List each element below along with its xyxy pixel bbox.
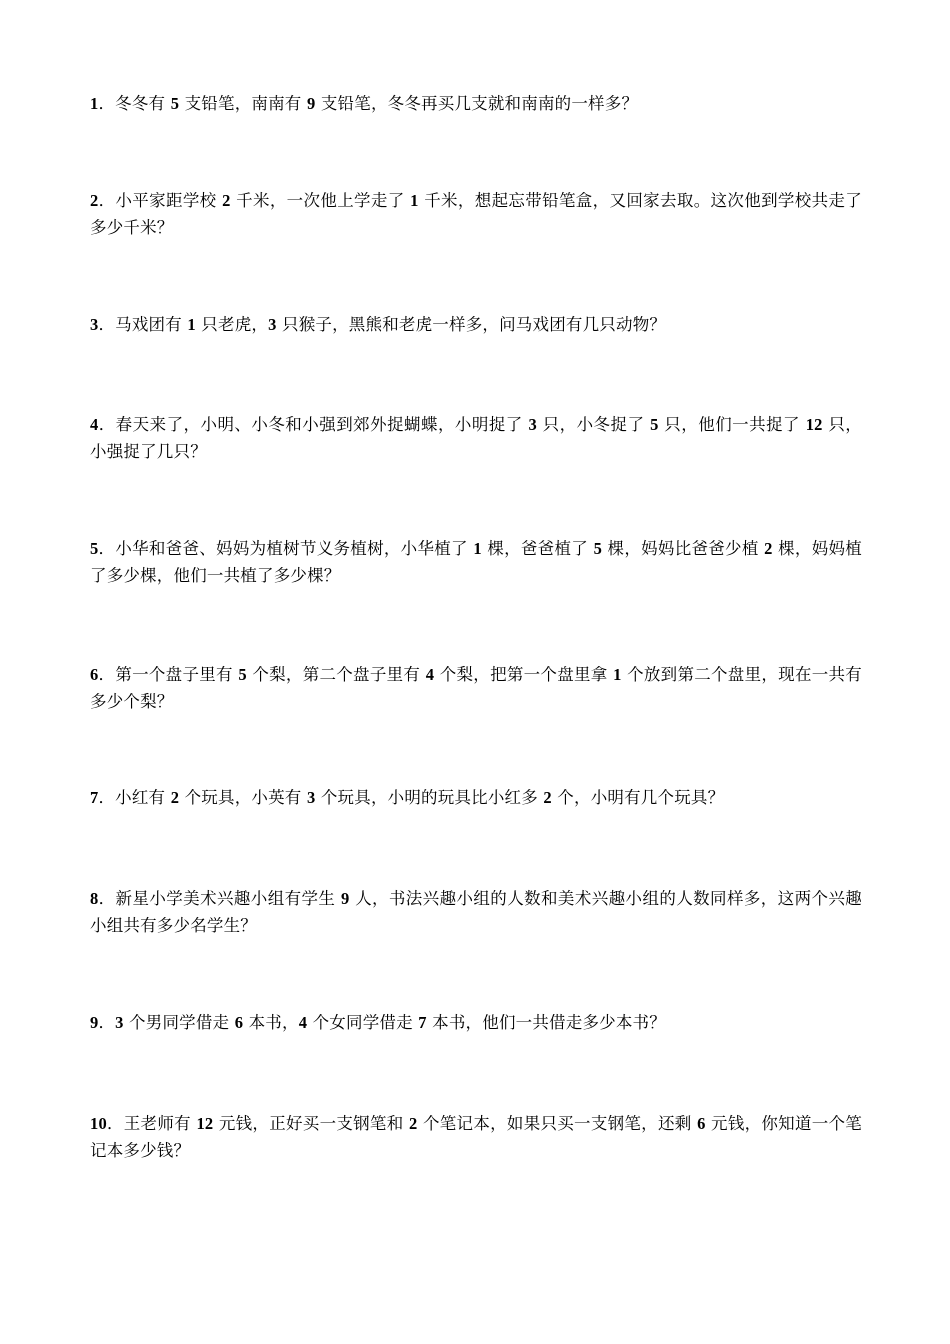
question-text: ．春天来了，小明、小冬和小强到郊外捉蝴蝶，小明捉了 — [98, 415, 529, 434]
question-number: 4 — [90, 415, 99, 434]
question-number: 10 — [90, 1114, 107, 1133]
question-text: 棵，妈妈植了多少棵，他们一共植了多少棵？ — [90, 539, 862, 585]
question-text: ．小红有 — [98, 788, 171, 807]
question-number-value: 2 — [222, 191, 231, 210]
question-number-value: 2 — [764, 539, 773, 558]
question-number-value: 5 — [593, 539, 603, 558]
question-number: 7 — [90, 788, 99, 807]
question-text: 个玩具，小英有 — [179, 788, 307, 807]
question-text: 本书，他们一共借走多少本书？ — [426, 1013, 666, 1032]
question-number-value: 2 — [543, 788, 552, 807]
question-text: 个玩具，小明的玩具比小红多 — [315, 788, 544, 807]
question-4 — [90, 411, 862, 465]
question-number-value: 1 — [187, 315, 196, 334]
question-8 — [90, 885, 862, 939]
question-text: 个女同学借走 — [307, 1013, 419, 1032]
question-number-value: 2 — [409, 1114, 418, 1133]
question-number-value: 3 — [268, 315, 277, 334]
question-text: 只，他们一共捉了 — [658, 415, 806, 434]
question-text: 元钱，你知道一个笔记本多少钱？ — [90, 1114, 863, 1160]
question-number: 1 — [90, 94, 99, 113]
question-number: 6 — [90, 665, 99, 684]
question-text: 个笔记本，如果只买一支钢笔，还剩 — [417, 1114, 698, 1133]
question-number-value: 7 — [418, 1013, 427, 1032]
question-text: 棵，爸爸植了 — [481, 539, 594, 558]
question-9 — [90, 1009, 862, 1036]
question-number-value: 3 — [115, 1013, 124, 1032]
question-number-value: 3 — [306, 788, 316, 807]
question-text: 人，书法兴趣小组的人数和美术兴趣小组的人数同样多，这两个兴趣小组共有多少名学生？ — [90, 889, 862, 935]
question-5 — [90, 535, 862, 589]
question-text: ．第一个盘子里有 — [98, 665, 239, 684]
question-text: 支铅笔，南南有 — [179, 94, 307, 113]
question-3 — [90, 311, 862, 338]
question-text: 个梨，把第一个盘里拿 — [434, 665, 614, 684]
question-number: 2 — [90, 191, 99, 210]
question-number-value: 9 — [340, 889, 350, 908]
question-6 — [90, 661, 862, 715]
question-text: 元钱，正好买一支钢笔和 — [213, 1114, 410, 1133]
question-text: 千米，想起忘带铅笔盒，又回家去取。这次他到学校共走了多少千米？ — [90, 191, 862, 237]
question-text: 个男同学借走 — [123, 1013, 235, 1032]
question-text: 个梨，第二个盘子里有 — [246, 665, 426, 684]
question-2 — [90, 187, 862, 241]
question-number-value: 4 — [298, 1013, 308, 1032]
question-number-value: 4 — [425, 665, 435, 684]
question-number: 8 — [90, 889, 99, 908]
question-7 — [90, 784, 862, 811]
question-number-value: 12 — [805, 415, 823, 434]
question-text: 本书， — [243, 1013, 299, 1032]
question-number-value: 12 — [196, 1114, 214, 1133]
question-text: ．冬冬有 — [98, 94, 171, 113]
question-number-value: 1 — [473, 539, 482, 558]
question-text: 只猴子，黑熊和老虎一样多，问马戏团有几只动物？ — [276, 315, 667, 334]
question-text: 千米，一次他上学走了 — [230, 191, 411, 210]
question-number-value: 3 — [528, 415, 537, 434]
question-number-value: 6 — [697, 1114, 706, 1133]
question-number: 9 — [90, 1013, 99, 1032]
question-text: 个放到第二个盘里，现在一共有多少个梨？ — [90, 665, 863, 711]
question-text: 棵，妈妈比爸爸少植 — [602, 539, 765, 558]
question-text: ．小华和爸爸、妈妈为植树节义务植树，小华植了 — [98, 539, 474, 558]
question-text: ．新星小学美术兴趣小组有学生 — [98, 889, 341, 908]
question-text: ．王老师有 — [106, 1114, 197, 1133]
question-number: 5 — [90, 539, 99, 558]
question-10 — [90, 1110, 862, 1164]
question-number-value: 6 — [234, 1013, 244, 1032]
question-number-value: 5 — [170, 94, 180, 113]
question-number-value: 9 — [306, 94, 316, 113]
question-number-value: 1 — [410, 191, 419, 210]
question-text: ．马戏团有 — [98, 315, 188, 334]
question-text: 个，小明有几个玩具？ — [551, 788, 725, 807]
question-number-value: 5 — [650, 415, 659, 434]
question-text: ． — [98, 1013, 116, 1032]
question-1 — [90, 90, 862, 117]
question-text: 支铅笔，冬冬再买几支就和南南的一样多？ — [315, 94, 639, 113]
question-text: 只老虎， — [195, 315, 269, 334]
question-number-value: 5 — [238, 665, 247, 684]
question-text: ．小平家距学校 — [98, 191, 223, 210]
question-text: 只，小冬捉了 — [536, 415, 651, 434]
question-text: 只，小强捉了几只？ — [90, 415, 862, 461]
question-number: 3 — [90, 315, 99, 334]
question-number-value: 2 — [170, 788, 180, 807]
question-number-value: 1 — [613, 665, 622, 684]
